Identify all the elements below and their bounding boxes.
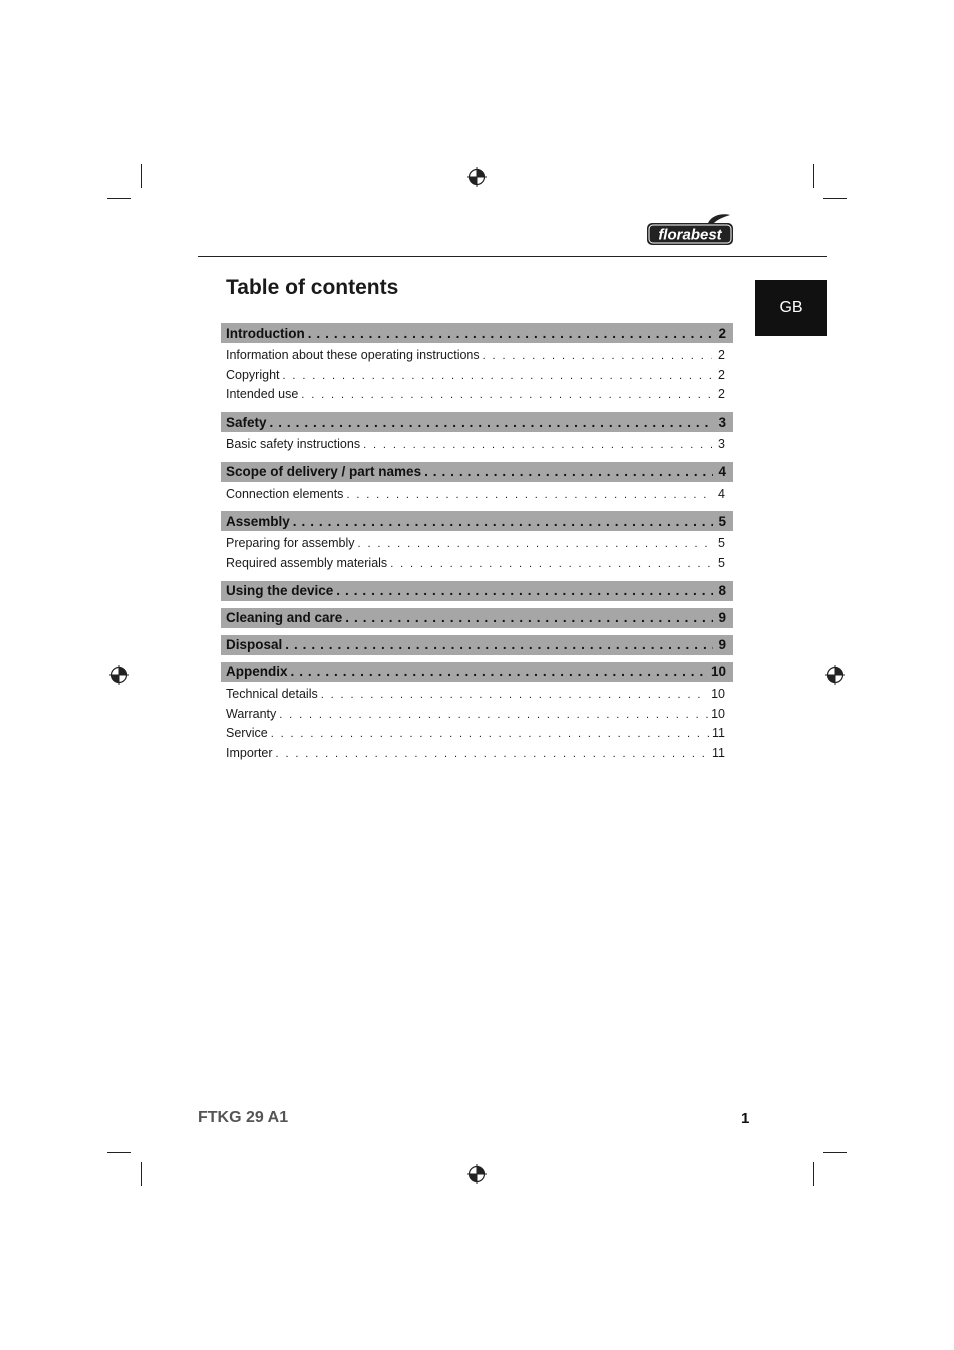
toc-entry[interactable] [226,346,725,366]
toc-entry-page: 2 [718,367,725,382]
toc-section [221,511,733,573]
toc-subentry-list [221,482,733,505]
toc-entry-page: 10 [711,686,725,701]
toc-section-header[interactable] [221,462,733,482]
toc-entry[interactable] [226,744,725,764]
toc-leader-dots [283,367,713,386]
toc-leader-dots [291,664,708,679]
toc-entry[interactable] [226,685,725,705]
toc-section-title: Appendix [226,664,288,680]
toc-section-page: 9 [718,637,726,653]
toc-section [221,462,733,505]
toc-section [221,608,733,628]
toc-leader-dots [293,514,713,529]
toc-section-page: 5 [718,513,726,529]
toc-leader-dots [483,347,712,366]
toc-section-page: 9 [718,610,726,626]
toc-entry-title: Basic safety instructions [226,437,361,452]
toc-section-title: Assembly [226,513,290,529]
toc-leader-dots [336,583,713,598]
toc-section [221,662,733,764]
toc-entry-page: 11 [712,745,725,760]
toc-section [221,635,733,655]
toc-leader-dots [424,464,713,479]
toc-entry[interactable] [226,534,725,554]
toc-entry[interactable] [226,485,725,505]
toc-leader-dots [390,555,712,574]
header-rule [198,256,827,257]
toc-entry-title: Intended use [226,387,299,402]
toc-entry-title: Required assembly materials [226,556,388,571]
toc-leader-dots [271,725,709,744]
toc-entry[interactable] [226,554,725,574]
toc-entry-title: Warranty [226,706,277,721]
toc-entry-page: 5 [718,536,725,551]
toc-leader-dots [363,436,712,455]
toc-entry[interactable] [226,705,725,725]
crop-mark [107,1152,131,1153]
toc-section-page: 8 [718,583,726,599]
registration-mark-icon [109,665,129,685]
toc-entry-title: Service [226,726,268,741]
registration-mark-icon [825,665,845,685]
crop-mark [823,198,847,199]
toc-leader-dots [358,535,712,554]
toc-section-page: 2 [718,325,726,341]
toc-section-page: 3 [718,414,726,430]
toc-entry[interactable] [226,385,725,405]
table-of-contents [221,323,733,771]
toc-entry-page: 11 [712,726,725,741]
toc-section-header[interactable] [221,511,733,531]
toc-entry-title: Technical details [226,686,318,701]
toc-leader-dots [276,745,709,764]
toc-section-title: Disposal [226,637,283,653]
toc-leader-dots [279,706,708,725]
toc-section-page: 10 [710,664,726,680]
toc-leader-dots [270,415,713,430]
toc-section-header[interactable] [221,323,733,343]
toc-entry-title: Information about these operating instructions [226,348,480,362]
crop-mark [107,198,131,199]
toc-entry[interactable] [226,724,725,744]
toc-leader-dots [285,637,713,652]
toc-leader-dots [345,610,713,625]
toc-leader-dots [308,326,713,341]
toc-entry-page: 2 [718,348,725,362]
toc-subentry-list [221,343,733,405]
toc-entry-page: 5 [718,556,725,571]
toc-section-header[interactable] [221,608,733,628]
footer-page-number: 1 [741,1110,750,1127]
page-title: Table of contents [226,276,399,299]
toc-section-page: 4 [718,464,726,480]
toc-section [221,323,733,405]
registration-mark-icon [467,1164,487,1184]
footer-model: FTKG 29 A1 [198,1109,289,1126]
toc-leader-dots [321,686,708,705]
toc-entry-page: 4 [718,486,725,501]
toc-entry-title: Preparing for assembly [226,536,355,551]
toc-section-title: Cleaning and care [226,610,343,626]
toc-section-header[interactable] [221,662,733,682]
toc-entry-page: 2 [718,387,725,402]
toc-section-title: Scope of delivery / part names [226,464,422,480]
registration-mark-icon [467,167,487,187]
toc-leader-dots [301,386,712,405]
toc-section [221,581,733,601]
crop-mark [813,1162,814,1186]
crop-mark [141,164,142,188]
toc-entry-title: Connection elements [226,486,344,501]
toc-section-header[interactable] [221,635,733,655]
toc-subentry-list [221,682,733,764]
toc-entry-title: Copyright [226,367,280,382]
toc-entry-page: 10 [711,706,725,721]
toc-section-header[interactable] [221,581,733,601]
toc-subentry-list [221,531,733,573]
crop-mark [813,164,814,188]
logo-wordmark: florabest [658,226,722,244]
toc-entry-title: Importer [226,745,273,760]
crop-mark [823,1152,847,1153]
toc-section-title: Introduction [226,325,305,341]
toc-entry[interactable] [226,366,725,386]
crop-mark [141,1162,142,1186]
toc-subentry-list [221,432,733,455]
toc-entry-page: 3 [718,437,725,452]
toc-section-title: Safety [226,414,267,430]
toc-section [221,412,733,455]
language-tab: GB [755,280,827,336]
toc-leader-dots [346,486,712,505]
toc-entry[interactable] [226,435,725,455]
toc-section-title: Using the device [226,583,334,599]
florabest-logo [646,213,734,247]
toc-section-header[interactable] [221,412,733,432]
